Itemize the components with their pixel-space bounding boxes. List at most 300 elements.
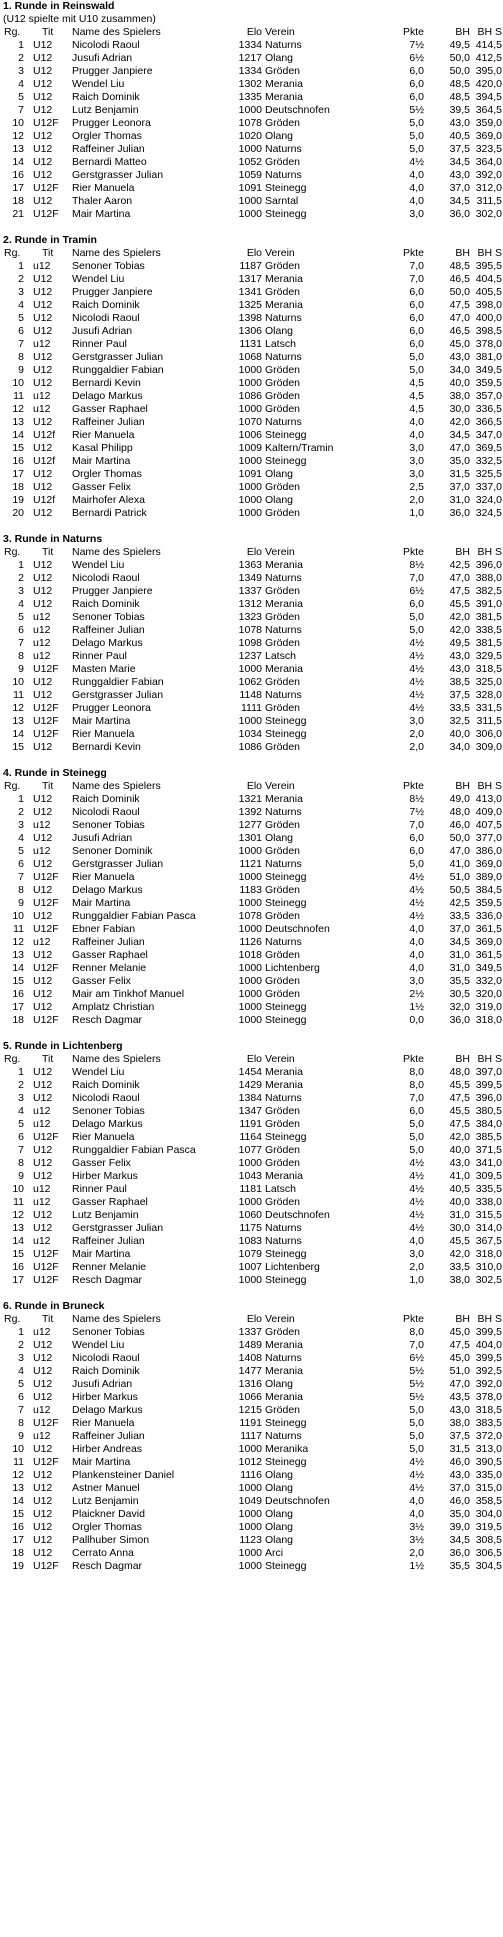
- title-cell: u12: [33, 1118, 51, 1130]
- table-row: [0, 637, 503, 650]
- title-cell: U12F: [33, 962, 59, 974]
- buchholz-sum-cell: 364,0: [475, 156, 502, 168]
- club-cell: Naturns: [265, 312, 302, 324]
- club-cell: Olang: [265, 52, 294, 64]
- club-cell: Gröden: [265, 1326, 301, 1338]
- club-cell: Steinegg: [265, 1417, 307, 1429]
- buchholz-sum-cell: 371,5: [475, 1144, 502, 1156]
- buchholz-cell: 33,5: [449, 1261, 470, 1273]
- elo-cell: 1000: [238, 364, 262, 376]
- buchholz-cell: 47,0: [449, 845, 470, 857]
- buchholz-cell: 40,0: [449, 1196, 470, 1208]
- elo-cell: 1215: [238, 1404, 262, 1416]
- points-cell: 8,0: [409, 1079, 424, 1091]
- player-name-cell: Lutz Benjamin: [72, 1495, 139, 1507]
- player-name-cell: Bernardi Kevin: [72, 741, 141, 753]
- club-cell: Merania: [265, 1339, 303, 1351]
- elo-cell: 1000: [238, 663, 262, 675]
- points-cell: 4,0: [409, 416, 424, 428]
- rank-cell: 12: [12, 403, 24, 415]
- player-name-cell: Gerstgrasser Julian: [72, 858, 164, 870]
- buchholz-cell: 31,0: [449, 949, 470, 961]
- buchholz-cell: 47,0: [449, 1378, 470, 1390]
- club-cell: Gröden: [265, 156, 301, 168]
- elo-cell: 1237: [238, 650, 262, 662]
- title-cell: U12F: [33, 182, 59, 194]
- table-row: [0, 143, 503, 156]
- buchholz-sum-cell: 385,5: [475, 1131, 502, 1143]
- club-cell: Arci: [265, 1547, 284, 1559]
- title-cell: u12: [33, 390, 51, 402]
- elo-cell: 1000: [238, 104, 262, 116]
- rank-cell: 14: [12, 156, 24, 168]
- points-cell: 4½: [409, 871, 424, 883]
- rank-cell: 15: [12, 741, 24, 753]
- buchholz-cell: 48,5: [449, 91, 470, 103]
- elo-cell: 1000: [238, 962, 262, 974]
- title-cell: U12: [33, 169, 53, 181]
- buchholz-cell: 30,0: [449, 403, 470, 415]
- buchholz-cell: 38,5: [449, 676, 470, 688]
- points-cell: 4,0: [409, 1235, 424, 1247]
- player-name-cell: Delago Markus: [72, 1404, 143, 1416]
- rank-cell: 13: [12, 949, 24, 961]
- buchholz-cell: 50,0: [449, 286, 470, 298]
- elo-cell: 1000: [238, 143, 262, 155]
- points-cell: 6½: [409, 1352, 424, 1364]
- elo-cell: 1000: [238, 1196, 262, 1208]
- points-cell: 3,0: [409, 442, 424, 454]
- points-cell: 4,5: [409, 403, 424, 415]
- buchholz-cell: 46,0: [449, 1495, 470, 1507]
- player-name-cell: Raich Dominik: [72, 91, 140, 103]
- rank-cell: 14: [12, 728, 24, 740]
- rank-cell: 12: [12, 936, 24, 948]
- table-row: [0, 1547, 503, 1560]
- points-cell: 6,0: [409, 338, 424, 350]
- player-name-cell: Raich Dominik: [72, 598, 140, 610]
- player-name-cell: Prugger Janpiere: [72, 585, 153, 597]
- buchholz-cell: 45,5: [449, 598, 470, 610]
- title-cell: U12: [33, 442, 53, 454]
- table-row: [0, 442, 503, 455]
- rank-cell: 17: [12, 468, 24, 480]
- table-row: [0, 1183, 503, 1196]
- title-cell: u12: [33, 637, 51, 649]
- club-cell: Steinegg: [265, 1456, 307, 1468]
- player-name-cell: Mair Martina: [72, 897, 131, 909]
- buchholz-sum-cell: 329,5: [475, 650, 502, 662]
- buchholz-cell: 48,0: [449, 1066, 470, 1078]
- points-cell: 5,0: [409, 1131, 424, 1143]
- header-bhs: BH S: [477, 26, 502, 38]
- buchholz-sum-cell: 359,5: [475, 377, 502, 389]
- table-row: [0, 1495, 503, 1508]
- club-cell: Gröden: [265, 1196, 301, 1208]
- buchholz-sum-cell: 349,5: [475, 364, 502, 376]
- player-name-cell: Runggaldier Fabian Pasca: [72, 910, 196, 922]
- buchholz-cell: 38,0: [449, 1274, 470, 1286]
- title-cell: U12: [33, 910, 53, 922]
- buchholz-sum-cell: 310,0: [475, 1261, 502, 1273]
- buchholz-cell: 49,5: [449, 39, 470, 51]
- club-cell: Naturns: [265, 1092, 302, 1104]
- points-cell: 4½: [409, 1196, 424, 1208]
- buchholz-sum-cell: 332,5: [475, 455, 502, 467]
- buchholz-sum-cell: 313,0: [475, 1443, 502, 1455]
- points-cell: 6,0: [409, 65, 424, 77]
- buchholz-sum-cell: 407,5: [475, 819, 502, 831]
- club-cell: Gröden: [265, 1144, 301, 1156]
- table-header: [0, 26, 503, 39]
- buchholz-sum-cell: 378,0: [475, 1391, 502, 1403]
- elo-cell: 1111: [240, 702, 262, 714]
- title-cell: u12: [33, 819, 51, 831]
- title-cell: U12: [33, 1170, 53, 1182]
- club-cell: Olang: [265, 832, 294, 844]
- title-cell: U12F: [33, 1131, 59, 1143]
- round-title: 1. Runde in Reinswald: [3, 0, 115, 12]
- table-row: [0, 481, 503, 494]
- club-cell: Steinegg: [265, 1248, 307, 1260]
- points-cell: 5,0: [409, 117, 424, 129]
- club-cell: Gröden: [265, 377, 301, 389]
- header-pkte: Pkte: [402, 1313, 424, 1325]
- title-cell: u12: [33, 1430, 51, 1442]
- buchholz-sum-cell: 397,0: [475, 1066, 502, 1078]
- table-row: [0, 715, 503, 728]
- title-cell: U12: [33, 858, 53, 870]
- title-cell: U12: [33, 1066, 53, 1078]
- club-cell: Olang: [265, 1469, 294, 1481]
- buchholz-sum-cell: 309,0: [475, 741, 502, 753]
- title-cell: U12: [33, 1534, 53, 1546]
- table-row: [0, 1196, 503, 1209]
- points-cell: 3½: [409, 1534, 424, 1546]
- title-cell: U12: [33, 130, 53, 142]
- round-title: 4. Runde in Steinegg: [3, 767, 107, 779]
- title-cell: u12: [33, 338, 51, 350]
- title-cell: u12: [33, 1196, 51, 1208]
- rank-cell: 19: [12, 1560, 24, 1572]
- club-cell: Merania: [265, 1066, 303, 1078]
- title-cell: U12: [33, 1157, 53, 1169]
- header-verein: Verein: [265, 26, 295, 38]
- elo-cell: 1083: [238, 1235, 262, 1247]
- club-cell: Deutschnofen: [265, 923, 330, 935]
- buchholz-cell: 37,0: [449, 182, 470, 194]
- buchholz-sum-cell: 318,5: [475, 1404, 502, 1416]
- table-row: [0, 1482, 503, 1495]
- buchholz-cell: 36,0: [449, 1547, 470, 1559]
- elo-cell: 1323: [238, 611, 262, 623]
- buchholz-cell: 34,5: [449, 429, 470, 441]
- elo-cell: 1059: [238, 169, 262, 181]
- rank-cell: 15: [12, 1508, 24, 1520]
- table-row: [0, 1209, 503, 1222]
- table-row: [0, 1417, 503, 1430]
- table-row: [0, 1365, 503, 1378]
- header-elo: Elo: [246, 780, 262, 792]
- club-cell: Naturns: [265, 572, 302, 584]
- rank-cell: 8: [18, 1417, 24, 1429]
- points-cell: 4,0: [409, 1495, 424, 1507]
- club-cell: Steinegg: [265, 208, 307, 220]
- header-verein: Verein: [265, 546, 295, 558]
- club-cell: Gröden: [265, 884, 301, 896]
- table-row: [0, 728, 503, 741]
- player-name-cell: Wendel Liu: [72, 1066, 125, 1078]
- points-cell: 6,0: [409, 91, 424, 103]
- section-spacer: [0, 1027, 503, 1040]
- buchholz-cell: 31,5: [449, 468, 470, 480]
- rank-cell: 11: [13, 1456, 24, 1468]
- elo-cell: 1334: [238, 65, 262, 77]
- header-elo: Elo: [246, 1313, 262, 1325]
- club-cell: Naturns: [265, 858, 302, 870]
- buchholz-sum-cell: 306,0: [475, 728, 502, 740]
- table-row: [0, 923, 503, 936]
- buchholz-cell: 46,0: [449, 819, 470, 831]
- table-row: [0, 1326, 503, 1339]
- title-cell: U12F: [33, 1456, 59, 1468]
- table-row: [0, 1456, 503, 1469]
- title-cell: u12: [33, 1183, 51, 1195]
- buchholz-sum-cell: 369,0: [475, 858, 502, 870]
- elo-cell: 1454: [238, 1066, 262, 1078]
- buchholz-cell: 37,0: [449, 923, 470, 935]
- points-cell: 0,0: [409, 1014, 424, 1026]
- player-name-cell: Prugger Janpiere: [72, 286, 153, 298]
- buchholz-sum-cell: 302,0: [475, 208, 502, 220]
- header-rg: Rg.: [4, 546, 21, 558]
- table-row: [0, 130, 503, 143]
- points-cell: 7,0: [409, 260, 424, 272]
- rank-cell: 9: [18, 897, 24, 909]
- points-cell: 1½: [409, 1560, 424, 1572]
- player-name-cell: Mair am Tinkhof Manuel: [72, 988, 185, 1000]
- elo-cell: 1181: [239, 1183, 262, 1195]
- header-tit: Tit: [42, 780, 54, 792]
- buchholz-cell: 43,5: [449, 1391, 470, 1403]
- rank-cell: 8: [18, 650, 24, 662]
- buchholz-sum-cell: 389,0: [475, 871, 502, 883]
- points-cell: 4½: [409, 1469, 424, 1481]
- rank-cell: 3: [18, 585, 24, 597]
- title-cell: U12: [33, 793, 53, 805]
- table-row: [0, 104, 503, 117]
- points-cell: 4½: [409, 663, 424, 675]
- points-cell: 6,0: [409, 832, 424, 844]
- title-cell: U12: [33, 468, 53, 480]
- table-row: [0, 1469, 503, 1482]
- points-cell: 7½: [409, 39, 424, 51]
- points-cell: 6½: [409, 585, 424, 597]
- club-cell: Naturns: [265, 1430, 302, 1442]
- club-cell: Gröden: [265, 390, 301, 402]
- rank-cell: 6: [18, 858, 24, 870]
- title-cell: U12: [33, 143, 53, 155]
- rank-cell: 16: [12, 1261, 24, 1273]
- player-name-cell: Cerrato Anna: [72, 1547, 134, 1559]
- rank-cell: 12: [12, 1469, 24, 1481]
- elo-cell: 1000: [238, 871, 262, 883]
- buchholz-sum-cell: 325,0: [475, 676, 502, 688]
- title-cell: U12: [33, 39, 53, 51]
- buchholz-sum-cell: 338,0: [475, 1196, 502, 1208]
- title-cell: U12: [33, 78, 53, 90]
- title-cell: U12: [33, 1495, 53, 1507]
- buchholz-cell: 47,5: [449, 1339, 470, 1351]
- title-cell: U12F: [33, 702, 59, 714]
- table-row: [0, 1560, 503, 1573]
- points-cell: 5,0: [409, 1118, 424, 1130]
- rank-cell: 1: [18, 1066, 24, 1078]
- title-cell: u12: [33, 624, 51, 636]
- round-section: [0, 0, 503, 221]
- points-cell: 5,0: [409, 1144, 424, 1156]
- rank-cell: 6: [18, 325, 24, 337]
- club-cell: Gröden: [265, 585, 301, 597]
- title-cell: U12f: [33, 429, 56, 441]
- header-bh: BH: [455, 1313, 470, 1325]
- title-cell: U12: [33, 104, 53, 116]
- buchholz-sum-cell: 338,5: [475, 624, 502, 636]
- rank-cell: 4: [18, 832, 24, 844]
- title-cell: U12: [33, 1352, 53, 1364]
- points-cell: 4,5: [409, 377, 424, 389]
- club-cell: Steinegg: [265, 715, 307, 727]
- points-cell: 4½: [409, 1456, 424, 1468]
- player-name-cell: Gerstgrasser Julian: [72, 1222, 164, 1234]
- round-title: 3. Runde in Naturns: [3, 533, 103, 545]
- elo-cell: 1191: [239, 1118, 262, 1130]
- title-cell: U12: [33, 52, 53, 64]
- elo-cell: 1347: [238, 1105, 262, 1117]
- player-name-cell: Delago Markus: [72, 390, 143, 402]
- player-name-cell: Gasser Raphael: [72, 1196, 148, 1208]
- table-row: [0, 182, 503, 195]
- title-cell: U12F: [33, 728, 59, 740]
- elo-cell: 1000: [238, 481, 262, 493]
- buchholz-sum-cell: 392,5: [475, 1365, 502, 1377]
- buchholz-sum-cell: 404,5: [475, 273, 502, 285]
- club-cell: Naturns: [265, 351, 302, 363]
- title-cell: U12: [33, 195, 53, 207]
- buchholz-cell: 43,0: [449, 650, 470, 662]
- buchholz-sum-cell: 399,5: [475, 1079, 502, 1091]
- table-row: [0, 312, 503, 325]
- elo-cell: 1121: [239, 858, 262, 870]
- title-cell: U12: [33, 507, 53, 519]
- table-row: [0, 1222, 503, 1235]
- title-cell: U12: [33, 1508, 53, 1520]
- table-row: [0, 1131, 503, 1144]
- elo-cell: 1306: [238, 325, 262, 337]
- rank-cell: 18: [12, 1014, 24, 1026]
- club-cell: Gröden: [265, 611, 301, 623]
- points-cell: 4,5: [409, 390, 424, 402]
- rank-cell: 6: [18, 624, 24, 636]
- player-name-cell: Senoner Tobias: [72, 1105, 145, 1117]
- buchholz-cell: 36,0: [449, 208, 470, 220]
- round-title: 2. Runde in Tramin: [3, 234, 97, 246]
- header-bh: BH: [455, 780, 470, 792]
- table-row: [0, 910, 503, 923]
- buchholz-cell: 31,0: [449, 494, 470, 506]
- buchholz-cell: 34,5: [449, 936, 470, 948]
- points-cell: 4,0: [409, 936, 424, 948]
- rank-cell: 18: [12, 481, 24, 493]
- club-cell: Naturns: [265, 1352, 302, 1364]
- buchholz-cell: 33,5: [449, 910, 470, 922]
- buchholz-sum-cell: 332,0: [475, 975, 502, 987]
- buchholz-cell: 37,5: [449, 1430, 470, 1442]
- player-name-cell: Gerstgrasser Julian: [72, 351, 164, 363]
- buchholz-cell: 35,0: [449, 455, 470, 467]
- club-cell: Gröden: [265, 949, 301, 961]
- buchholz-cell: 42,0: [449, 1131, 470, 1143]
- elo-cell: 1000: [238, 1001, 262, 1013]
- section-spacer: [0, 221, 503, 234]
- buchholz-cell: 40,5: [449, 130, 470, 142]
- points-cell: 4½: [409, 156, 424, 168]
- buchholz-sum-cell: 309,5: [475, 1170, 502, 1182]
- elo-cell: 1049: [238, 1495, 262, 1507]
- club-cell: Merania: [265, 1391, 303, 1403]
- buchholz-cell: 50,5: [449, 884, 470, 896]
- club-cell: Gröden: [265, 364, 301, 376]
- player-name-cell: Rinner Paul: [72, 650, 127, 662]
- buchholz-cell: 47,5: [449, 1092, 470, 1104]
- points-cell: 5,0: [409, 1417, 424, 1429]
- table-row: [0, 1092, 503, 1105]
- buchholz-sum-cell: 388,0: [475, 572, 502, 584]
- elo-cell: 1091: [238, 182, 262, 194]
- table-row: [0, 1521, 503, 1534]
- buchholz-cell: 45,0: [449, 338, 470, 350]
- elo-cell: 1277: [238, 819, 262, 831]
- table-row: [0, 832, 503, 845]
- buchholz-cell: 42,0: [449, 624, 470, 636]
- buchholz-cell: 34,5: [449, 195, 470, 207]
- player-name-cell: Resch Dagmar: [72, 1560, 143, 1572]
- points-cell: 4½: [409, 1170, 424, 1182]
- table-row: [0, 741, 503, 754]
- points-cell: 6,0: [409, 78, 424, 90]
- player-name-cell: Prugger Leonora: [72, 117, 151, 129]
- player-name-cell: Wendel Liu: [72, 78, 125, 90]
- buchholz-cell: 45,5: [449, 1079, 470, 1091]
- buchholz-sum-cell: 337,0: [475, 481, 502, 493]
- elo-cell: 1000: [238, 1482, 262, 1494]
- buchholz-sum-cell: 347,0: [475, 429, 502, 441]
- title-cell: U12f: [33, 455, 56, 467]
- player-name-cell: Rinner Paul: [72, 1183, 127, 1195]
- club-cell: Merania: [265, 78, 303, 90]
- buchholz-sum-cell: 308,5: [475, 1534, 502, 1546]
- elo-cell: 1079: [238, 1248, 262, 1260]
- rank-cell: 4: [18, 1365, 24, 1377]
- club-cell: Olang: [265, 1534, 294, 1546]
- rank-cell: 9: [18, 1430, 24, 1442]
- elo-cell: 1000: [238, 1547, 262, 1559]
- round-section: [0, 767, 503, 1027]
- player-name-cell: Senoner Dominik: [72, 845, 153, 857]
- table-row: [0, 260, 503, 273]
- table-row: [0, 1352, 503, 1365]
- buchholz-cell: 43,0: [449, 169, 470, 181]
